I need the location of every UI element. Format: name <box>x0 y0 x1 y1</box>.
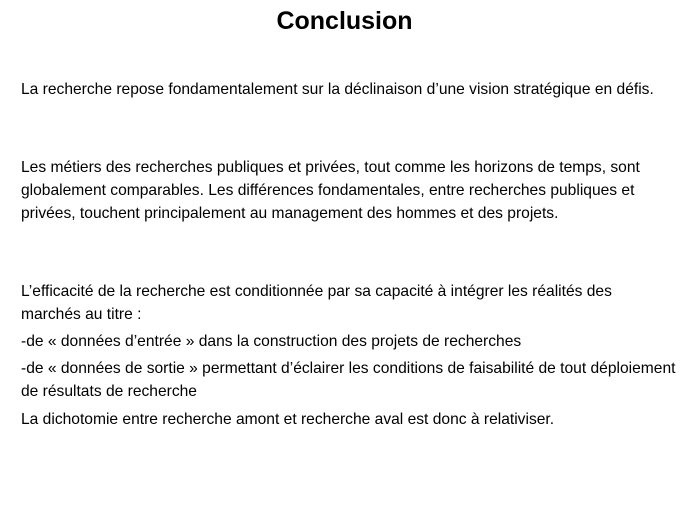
paragraph-efficacite-recherche: L’efficacité de la recherche est conditionnée par sa capacité à intégrer les réalités des marchés au titre : <box>21 283 612 323</box>
list-item-donnees-entree: -de « données d’entrée » dans la construction des projets de recherches <box>21 333 522 350</box>
paragraph-metiers-recherche: Les métiers des recherches publiques et privées, tout comme les horizons de temps, sont globalement comparables. Les différences fondamentales, entre recherches publiques et privées, touchent principalement au management des hommes et des projets. <box>21 159 640 222</box>
paragraph-dichotomie: La dichotomie entre recherche amont et recherche aval est donc à relativiser. <box>21 411 555 428</box>
slide-title: Conclusion <box>276 7 413 35</box>
paragraph-vision-strategique: La recherche repose fondamentalement sur la déclinaison d’une vision stratégique en défis. <box>21 81 654 98</box>
list-item-donnees-sortie: -de « données de sortie » permettant d’éclairer les conditions de faisabilité de tout déploiement de résultats de recherche <box>21 360 676 400</box>
